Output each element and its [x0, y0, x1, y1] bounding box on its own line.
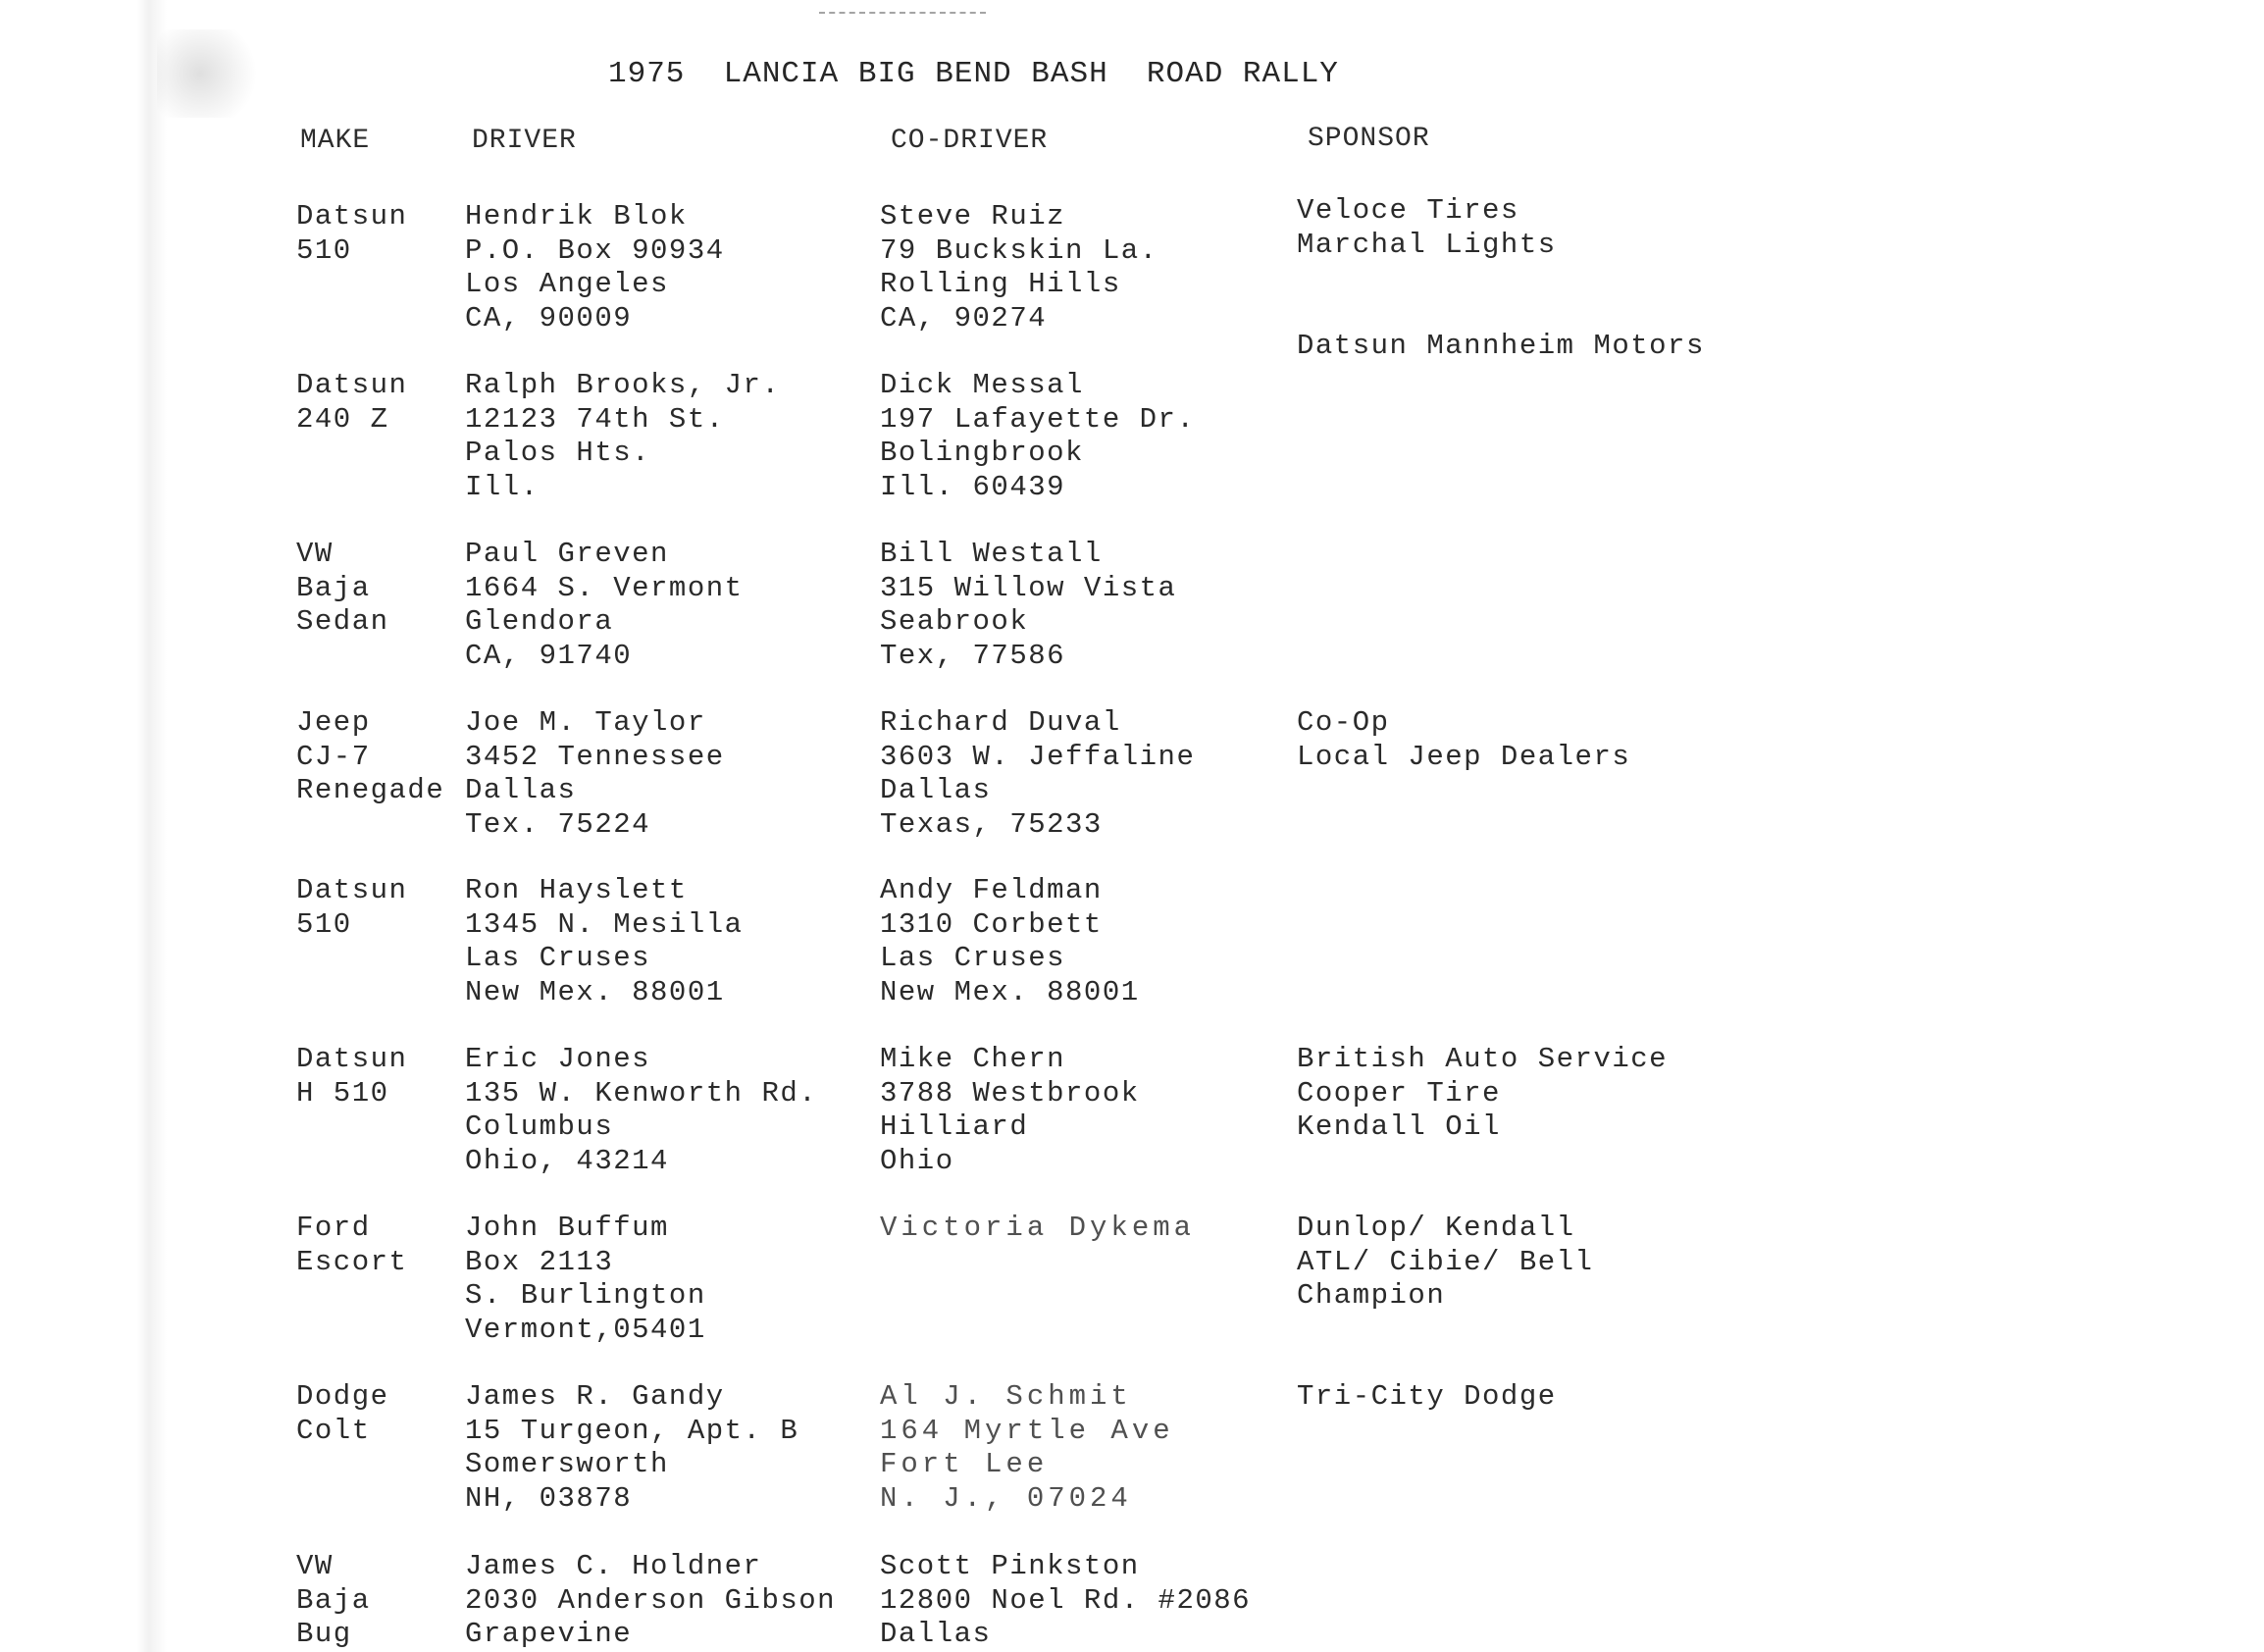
- text-line: Paul Greven: [465, 538, 669, 570]
- text-line: 164 Myrtle Ave: [880, 1414, 1174, 1447]
- text-line: CJ-7: [296, 740, 371, 773]
- sponsor-cell: [1297, 706, 1630, 774]
- text-line: Colt: [296, 1414, 371, 1447]
- make-cell: [296, 706, 444, 808]
- text-line: Hilliard: [880, 1110, 1029, 1143]
- text-line: Box 2113: [465, 1245, 614, 1278]
- codriver-cell: [880, 1550, 1251, 1652]
- text-line: Scott Pinkston: [880, 1550, 1140, 1582]
- driver-cell: [465, 1380, 798, 1516]
- text-line: 1345 N. Mesilla: [465, 907, 744, 941]
- top-cut-off-text: [819, 12, 986, 18]
- text-line: Ohio, 43214: [465, 1144, 669, 1177]
- driver-cell: [465, 369, 780, 504]
- text-line: Tex. 75224: [465, 807, 651, 841]
- text-line: Datsun Mannheim Motors: [1297, 330, 1705, 362]
- text-line: 1310 Corbett: [880, 907, 1103, 941]
- text-line: Columbus: [465, 1110, 614, 1143]
- sponsor-cell: [1297, 1212, 1593, 1314]
- text-line: New Mex. 88001: [880, 975, 1140, 1008]
- codriver-cell: [880, 1043, 1140, 1178]
- text-line: James C. Holdner: [465, 1550, 762, 1582]
- text-line: S. Burlington: [465, 1279, 706, 1312]
- text-line: Datsun: [296, 1043, 408, 1075]
- text-line: 15 Turgeon, Apt. B: [465, 1414, 799, 1447]
- driver-cell: [465, 1212, 706, 1347]
- text-line: Tex, 77586: [880, 639, 1066, 672]
- text-line: N. J., 07024: [880, 1481, 1132, 1515]
- text-line: Las Cruses: [465, 942, 651, 974]
- text-line: Jeep: [296, 706, 371, 739]
- header-make: MAKE: [300, 126, 371, 156]
- codriver-cell: [880, 369, 1195, 504]
- text-line: John Buffum: [465, 1212, 669, 1244]
- text-line: Cooper Tire: [1297, 1076, 1501, 1110]
- codriver-cell: [880, 538, 1176, 673]
- text-line: Ill. 60439: [880, 470, 1066, 503]
- make-cell: [296, 369, 407, 437]
- make-cell: [296, 200, 407, 268]
- make-cell: [296, 874, 407, 942]
- text-line: 1664 S. Vermont: [465, 571, 744, 604]
- text-line: Ford: [296, 1212, 371, 1244]
- sponsor-cell: [1297, 1380, 1557, 1415]
- text-line: Ohio: [880, 1144, 954, 1177]
- make-cell: [296, 1212, 407, 1279]
- text-line: 12123 74th St.: [465, 402, 725, 436]
- text-line: Joe M. Taylor: [465, 706, 706, 739]
- codriver-cell: [880, 706, 1195, 842]
- make-cell: [296, 1380, 389, 1448]
- text-line: Hendrik Blok: [465, 200, 688, 232]
- text-line: Los Angeles: [465, 268, 669, 300]
- text-line: 135 W. Kenworth Rd.: [465, 1076, 818, 1110]
- text-line: 2030 Anderson Gibson: [465, 1583, 837, 1617]
- text-line: Ill.: [465, 470, 540, 503]
- text-line: Champion: [1297, 1279, 1446, 1312]
- text-line: ATL/ Cibie/ Bell: [1297, 1245, 1594, 1278]
- text-line: Co-Op: [1297, 706, 1390, 739]
- text-line: 197 Lafayette Dr.: [880, 402, 1196, 436]
- text-line: NH, 03878: [465, 1481, 633, 1515]
- text-line: Rolling Hills: [880, 268, 1121, 300]
- text-line: P.O. Box 90934: [465, 233, 725, 267]
- text-line: British Auto Service: [1297, 1043, 1669, 1075]
- text-line: Las Cruses: [880, 942, 1066, 974]
- text-line: Texas, 75233: [880, 807, 1103, 841]
- text-line: Fort Lee: [880, 1448, 1049, 1480]
- text-line: Palos Hts.: [465, 437, 651, 469]
- text-line: Datsun: [296, 369, 408, 401]
- text-line: Bug: [296, 1618, 352, 1650]
- text-line: VW: [296, 538, 334, 570]
- text-line: 510: [296, 233, 352, 267]
- text-line: Eric Jones: [465, 1043, 651, 1075]
- text-line: Dodge: [296, 1380, 389, 1413]
- text-line: Baja: [296, 1583, 371, 1617]
- header-codriver: CO-DRIVER: [891, 126, 1049, 156]
- driver-cell: [465, 200, 725, 336]
- text-line: Bolingbrook: [880, 437, 1084, 469]
- codriver-cell: [880, 874, 1140, 1009]
- text-line: Andy Feldman: [880, 874, 1103, 906]
- scan-edge-shadow: [137, 0, 167, 1652]
- text-line: Datsun: [296, 200, 408, 232]
- driver-cell: [465, 1550, 836, 1652]
- text-line: Datsun: [296, 874, 408, 906]
- header-sponsor: SPONSOR: [1308, 124, 1430, 154]
- sponsor-cell: [1297, 194, 1705, 364]
- scan-smudge: [157, 29, 265, 118]
- make-cell: [296, 538, 389, 640]
- text-line: Sedan: [296, 605, 389, 638]
- text-line: 510: [296, 907, 352, 941]
- text-line: VW: [296, 1550, 334, 1582]
- text-line: Dallas: [880, 1618, 992, 1650]
- text-line: Dunlop/ Kendall: [1297, 1212, 1575, 1244]
- text-line: 315 Willow Vista: [880, 571, 1177, 604]
- text-line: Ron Hayslett: [465, 874, 688, 906]
- make-cell: [296, 1550, 371, 1652]
- text-line: Victoria Dykema: [880, 1212, 1196, 1244]
- driver-cell: [465, 538, 744, 673]
- codriver-cell: [880, 1212, 1195, 1246]
- text-line: Vermont,05401: [465, 1313, 706, 1346]
- text-line: Somersworth: [465, 1448, 669, 1480]
- make-cell: [296, 1043, 407, 1110]
- text-line: Kendall Oil: [1297, 1110, 1501, 1143]
- text-line: 12800 Noel Rd. #2086: [880, 1583, 1252, 1617]
- text-line: [1297, 296, 1705, 331]
- text-line: Dallas: [465, 774, 577, 806]
- text-line: Seabrook: [880, 605, 1029, 638]
- text-line: 3603 W. Jeffaline: [880, 740, 1196, 773]
- text-line: 240 Z: [296, 402, 389, 436]
- text-line: Al J. Schmit: [880, 1380, 1132, 1413]
- header-driver: DRIVER: [472, 126, 577, 156]
- document-title: 1975 LANCIA BIG BEND BASH ROAD RALLY: [608, 57, 1339, 91]
- text-line: CA, 90009: [465, 301, 633, 335]
- text-line: CA, 91740: [465, 639, 633, 672]
- text-line: CA, 90274: [880, 301, 1048, 335]
- text-line: Marchal Lights: [1297, 228, 1557, 261]
- text-line: 79 Buckskin La.: [880, 233, 1158, 267]
- text-line: Veloce Tires: [1297, 194, 1519, 227]
- driver-cell: [465, 874, 744, 1009]
- text-line: Steve Ruiz: [880, 200, 1066, 232]
- text-line: Richard Duval: [880, 706, 1121, 739]
- text-line: Dick Messal: [880, 369, 1084, 401]
- driver-cell: [465, 1043, 817, 1178]
- text-line: Escort: [296, 1245, 408, 1278]
- text-line: Tri-City Dodge: [1297, 1380, 1557, 1413]
- text-line: Mike Chern: [880, 1043, 1066, 1075]
- text-line: 3788 Westbrook: [880, 1076, 1140, 1110]
- sponsor-cell: [1297, 1043, 1668, 1145]
- text-line: 3452 Tennessee: [465, 740, 725, 773]
- codriver-cell: [880, 1380, 1174, 1516]
- text-line: Bill Westall: [880, 538, 1103, 570]
- text-line: Baja: [296, 571, 371, 604]
- text-line: H 510: [296, 1076, 389, 1110]
- text-line: [1297, 262, 1705, 296]
- text-line: Local Jeep Dealers: [1297, 740, 1631, 773]
- text-line: Ralph Brooks, Jr.: [465, 369, 781, 401]
- driver-cell: [465, 706, 725, 842]
- text-line: James R. Gandy: [465, 1380, 725, 1413]
- text-line: Glendora: [465, 605, 614, 638]
- codriver-cell: [880, 200, 1158, 336]
- text-line: Grapevine: [465, 1618, 633, 1650]
- text-line: New Mex. 88001: [465, 975, 725, 1008]
- text-line: Renegade: [296, 774, 445, 806]
- text-line: Dallas: [880, 774, 992, 806]
